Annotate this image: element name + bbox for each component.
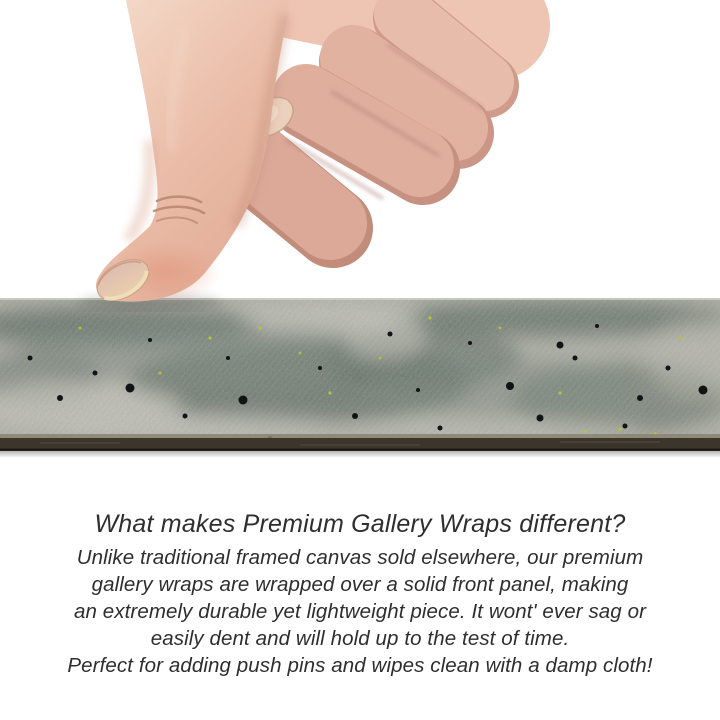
strip-bottom-edge [0, 434, 720, 458]
caption-line-2: gallery wraps are wrapped over a solid front panel, making [91, 573, 629, 596]
caption-line-3: an extremely durable yet lightweight piece. It wont' ever sag or [73, 600, 647, 623]
palm-and-thumb [96, 0, 291, 304]
caption-line-4: easily dent and will hold up to the test of time. [150, 627, 570, 650]
caption-heading: What makes Premium Gallery Wraps different? [94, 510, 626, 538]
hand-photo [0, 0, 720, 312]
canvas-edge-strip [0, 298, 720, 462]
canvas-texture [0, 298, 720, 458]
caption-line-5: Perfect for adding push pins and wipes clean with a damp cloth! [67, 654, 653, 677]
caption-block [0, 506, 720, 679]
caption-line-1: Unlike traditional framed canvas sold elsewhere, our premium [76, 546, 644, 569]
